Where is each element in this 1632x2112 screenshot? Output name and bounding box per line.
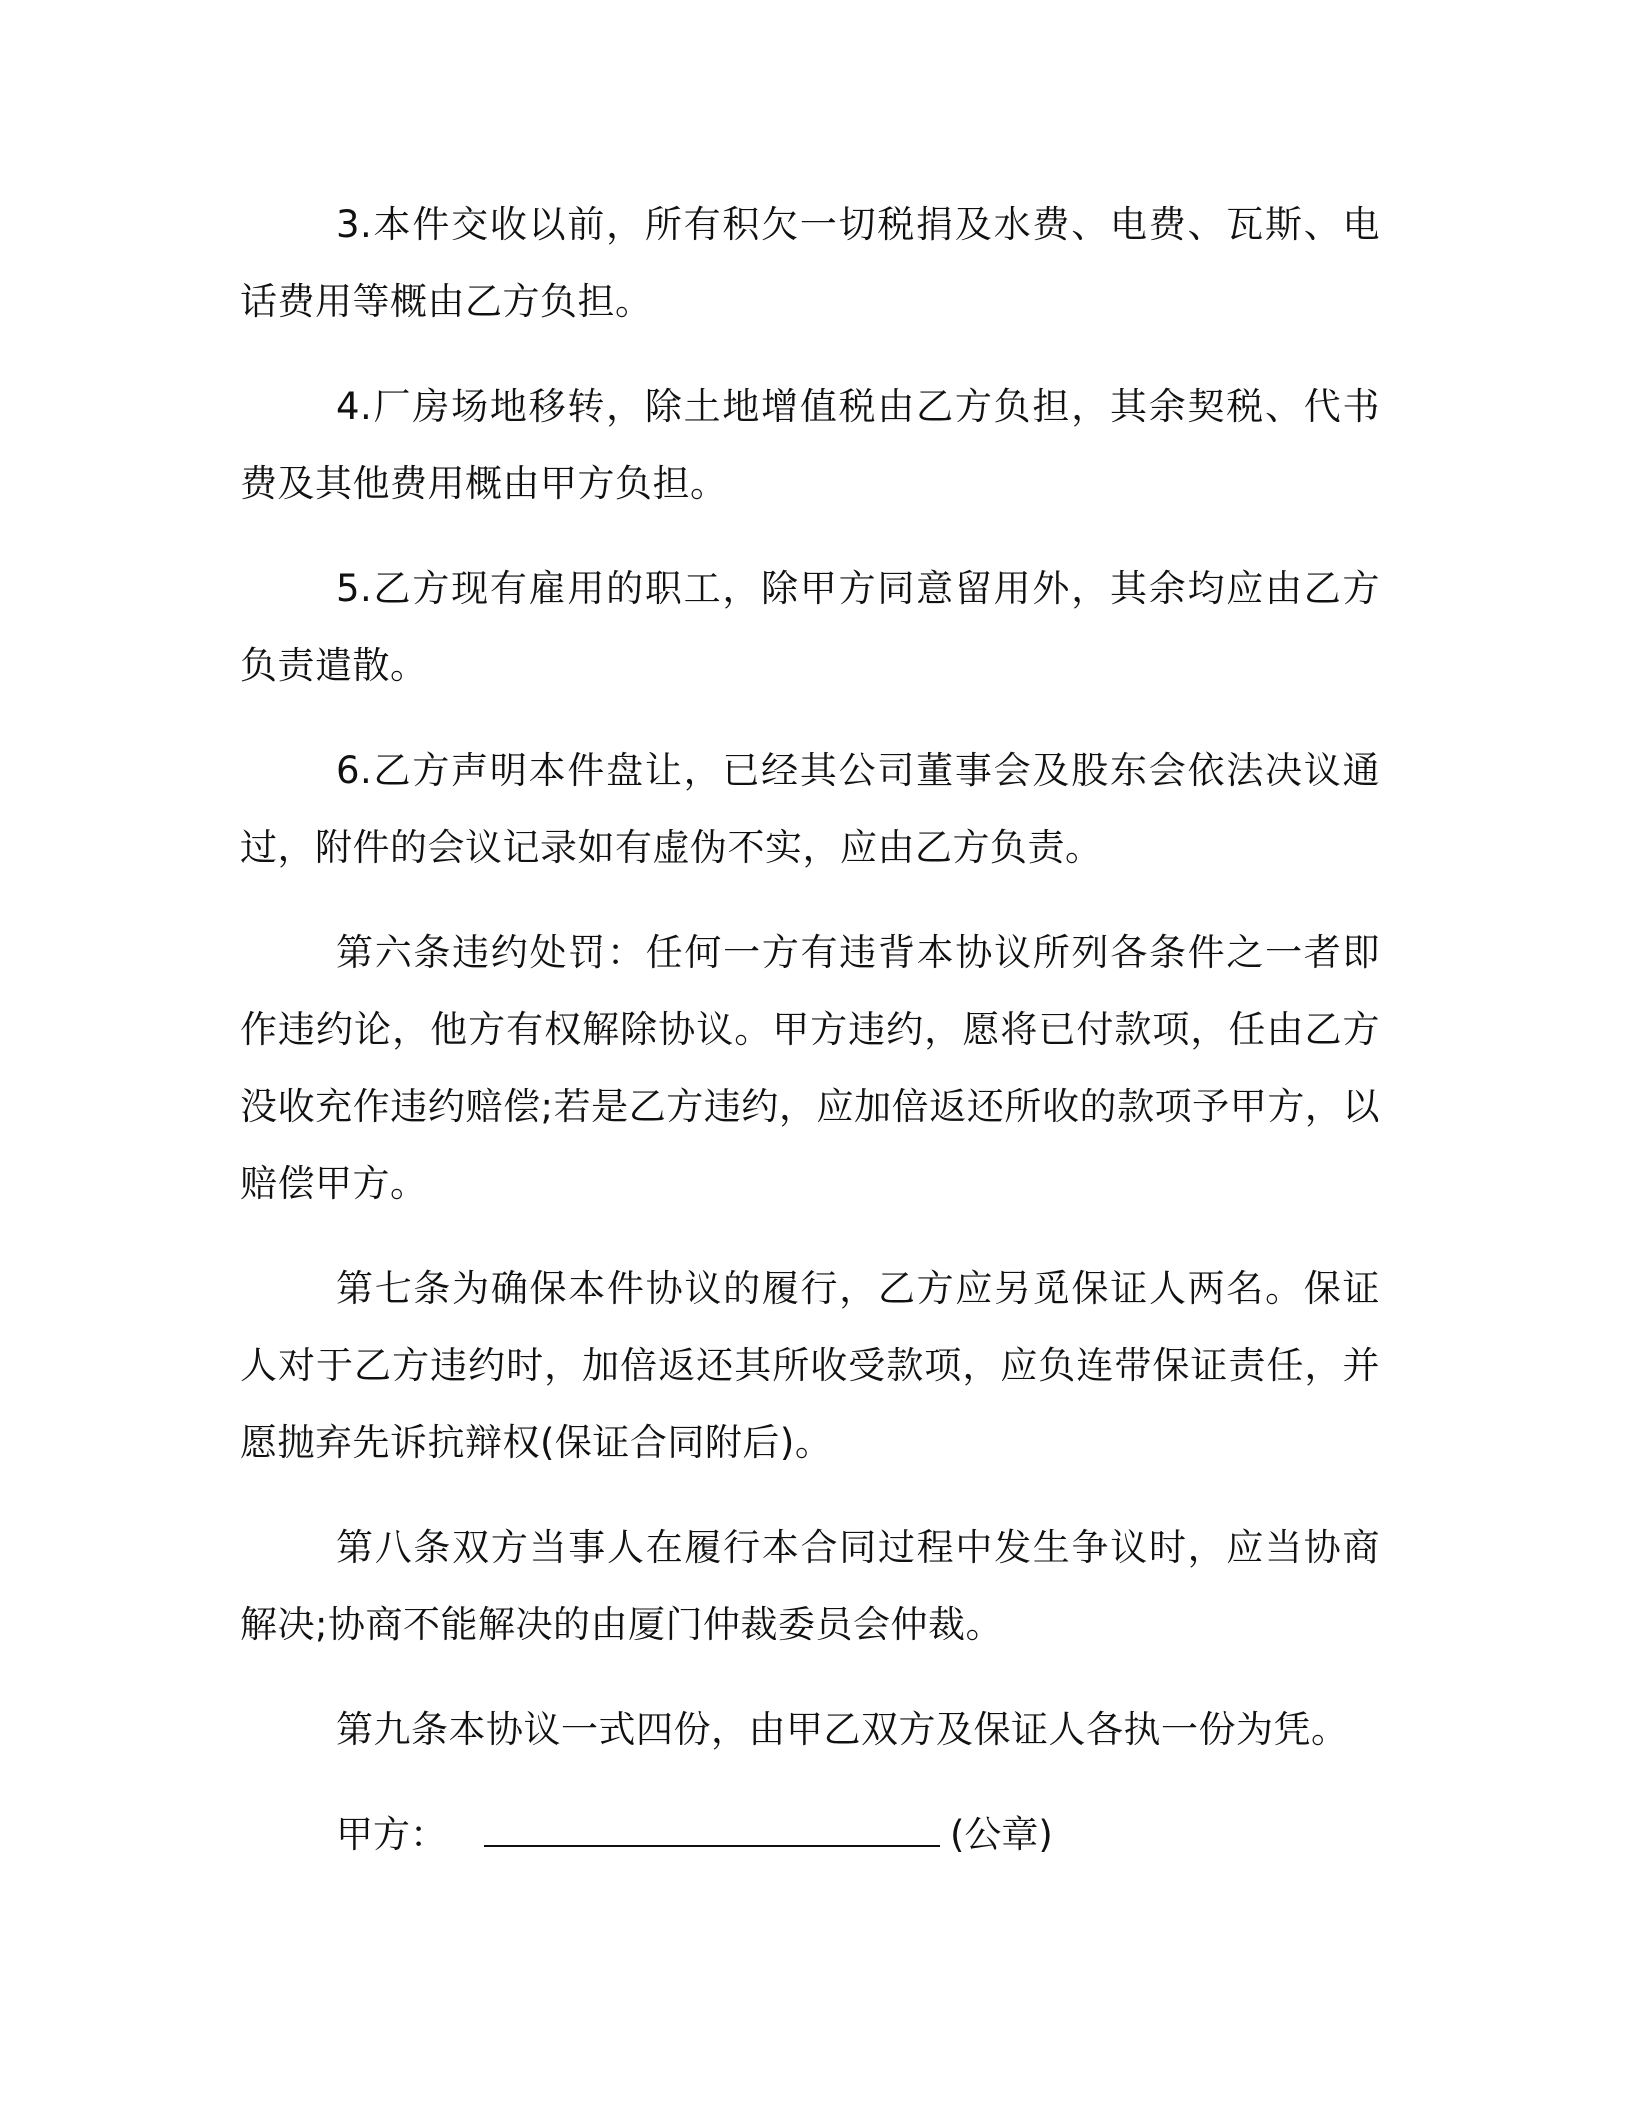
article-7-guarantors: 第七条为确保本件协议的履行，乙方应另觅保证人两名。保证人对于乙方违约时，加倍返还其所收受款项，应负连带保证责任，并愿抛弃先诉抗辩权(保证合同附后)。 xyxy=(240,1267,1380,1464)
party-a-signature-line xyxy=(240,1796,1380,1873)
article-9-copies: 第九条本协议一式四份，由甲乙双方及保证人各执一份为凭。 xyxy=(336,1708,1349,1751)
signature-blank xyxy=(484,1815,940,1847)
clause-4: 4.厂房场地移转，除土地增值税由乙方负担，其余契税、代书费及其他费用概由甲方负担。 xyxy=(240,385,1380,505)
clause-6: 6.乙方声明本件盘让，已经其公司董事会及股东会依法决议通过，附件的会议记录如有虚伪不实，应由乙方负责。 xyxy=(240,749,1380,869)
article-8-dispute-resolution: 第八条双方当事人在履行本合同过程中发生争议时，应当协商解决;协商不能解决的由厦门仲裁委员会仲裁。 xyxy=(240,1526,1380,1646)
clause-3: 3.本件交收以前，所有积欠一切税捐及水费、电费、瓦斯、电话费用等概由乙方负担。 xyxy=(240,203,1380,323)
clause-5: 5.乙方现有雇用的职工，除甲方同意留用外，其余均应由乙方负责遣散。 xyxy=(240,567,1380,687)
seal-label: (公章) xyxy=(950,1813,1053,1856)
article-6-breach-penalty: 第六条违约处罚：任何一方有违背本协议所列各条件之一者即作违约论，他方有权解除协议。甲方违约，愿将已付款项，任由乙方没收充作违约赔偿;若是乙方违约，应加倍返还所收的款项予甲方，以赔偿甲方。 xyxy=(240,931,1380,1205)
document-page xyxy=(240,186,1380,1873)
party-a-label: 甲方： xyxy=(336,1813,447,1856)
